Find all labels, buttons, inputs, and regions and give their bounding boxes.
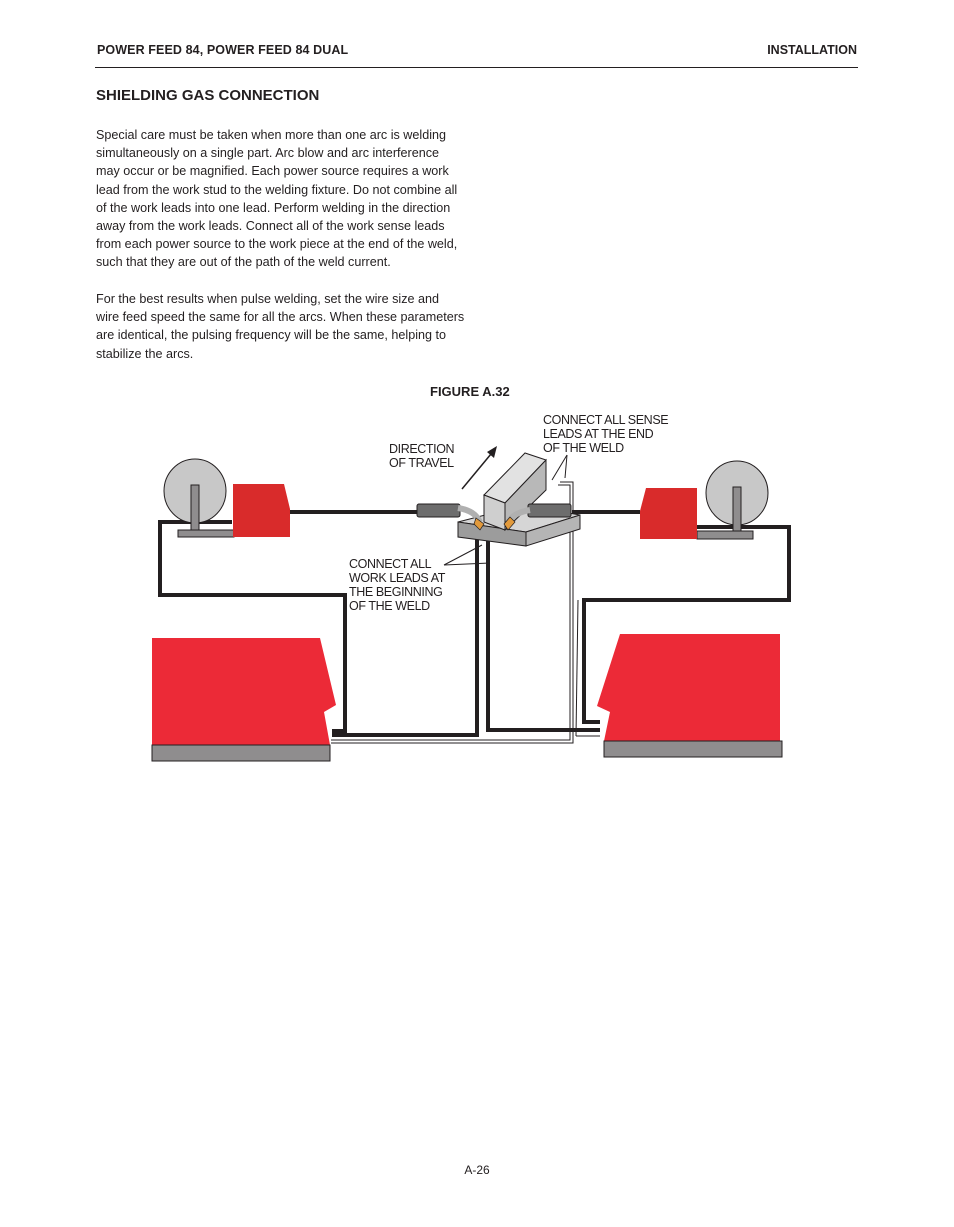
- left-gun-handle: [417, 504, 460, 517]
- direction-arrow: [462, 446, 497, 489]
- text-line: stabilize the arcs.: [96, 346, 194, 361]
- callout-work-leads: [349, 557, 448, 613]
- page-header-right: INSTALLATION: [767, 43, 857, 57]
- right-spool-base: [697, 531, 753, 539]
- right-power-source: [597, 634, 782, 757]
- text-line: from each power source to the work piece at the end of the weld,: [96, 237, 458, 252]
- left-power-source-body: [152, 638, 336, 745]
- left-wire-feeder: [164, 459, 290, 537]
- callout-line: OF THE WELD: [543, 441, 624, 455]
- callout-line: WORK LEADS AT: [349, 571, 445, 585]
- section-title: SHIELDING GAS CONNECTION: [96, 87, 320, 104]
- callout-sense-leads: [543, 413, 671, 455]
- text-line: are identical, the pulsing frequency will be the same, helping to: [96, 328, 447, 343]
- callout-line: DIRECTION: [389, 442, 455, 456]
- text-line: of the work leads into one lead. Perform welding in the direction: [96, 200, 451, 215]
- right-feeder-box: [640, 488, 697, 539]
- callout-line: OF TRAVEL: [389, 456, 454, 470]
- left-spool-post: [191, 485, 199, 531]
- callout-line: THE BEGINNING: [349, 585, 443, 599]
- right-spool-post: [733, 487, 741, 533]
- left-power-source-base: [152, 745, 330, 761]
- page-header-left: POWER FEED 84, POWER FEED 84 DUAL: [97, 43, 349, 57]
- text-line: Special care must be taken when more than one arc is welding: [96, 128, 447, 142]
- weld-fixture: [458, 453, 580, 546]
- right-power-source-body: [597, 634, 780, 741]
- text-line: simultaneously on a single part. Arc blow and arc interference: [96, 146, 440, 161]
- callout-line: LEADS AT THE END: [543, 427, 654, 441]
- left-feeder-box: [233, 484, 290, 537]
- left-spool-base: [178, 530, 234, 537]
- callout-line: CONNECT ALL: [349, 557, 431, 571]
- figure-title: FIGURE A.32: [430, 384, 510, 399]
- callout-direction: [389, 442, 457, 470]
- text-line: wire feed speed the same for all the arcs. When these parameters: [96, 310, 465, 325]
- callout-line: OF THE WELD: [349, 599, 430, 613]
- text-line: For the best results when pulse welding, set the wire size and: [96, 292, 440, 306]
- text-line: may occur or be magnified. Each power source requires a work: [96, 164, 449, 179]
- callout-line: CONNECT ALL SENSE: [543, 413, 669, 427]
- text-line: away from the work leads. Connect all of the work sense leads: [96, 219, 445, 234]
- page-number: A-26: [464, 1163, 490, 1177]
- right-power-source-base: [604, 741, 782, 757]
- right-gun-handle: [528, 504, 571, 517]
- text-line: such that they are out of the path of the weld current.: [96, 255, 391, 270]
- left-power-source: [152, 638, 336, 761]
- text-line: lead from the work stud to the welding fixture. Do not combine all: [96, 182, 458, 197]
